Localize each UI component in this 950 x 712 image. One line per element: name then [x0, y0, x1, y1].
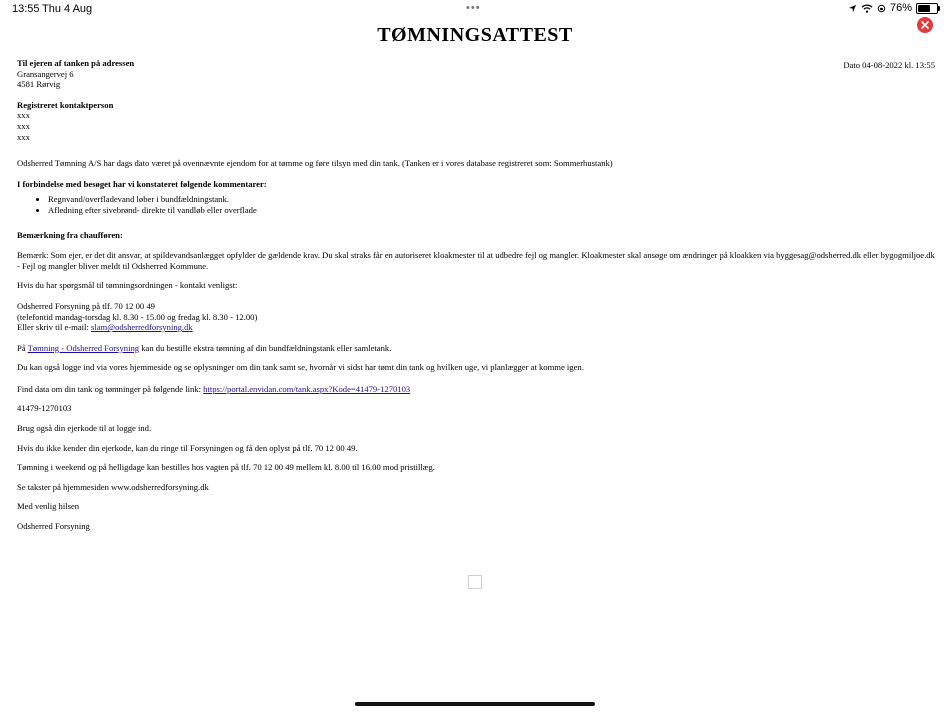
- wifi-icon: [861, 4, 873, 13]
- comments-list: [17, 194, 935, 215]
- owner-code-text: Brug også din ejerkode til at logge ind.: [17, 423, 152, 434]
- status-date: Thu 4 Aug: [42, 3, 93, 15]
- lock-rotation-icon: [877, 4, 886, 13]
- location-icon: [848, 4, 857, 13]
- regards-text: Med venlig hilsen: [17, 501, 80, 512]
- contact-line: xxx: [17, 131, 30, 142]
- list-item: • Afledning efter sivebrønd- direkte til vandløb eller overflade: [48, 205, 935, 216]
- questions-text: Hvis du har spørgsmål til tømningsordningen - kontakt venligst:: [17, 280, 238, 291]
- broken-image-placeholder: [468, 575, 482, 589]
- page-title: TØMNINGSATTEST: [377, 24, 573, 46]
- driver-note: Bemærk: Som ejer, er det dit ansvar, at spildevandsanlægget opfylder de gældende krav. Du skal straks får en autoriseret kloakmester til at udbedre fejl og mangler. Kloakmester skal ansøge om ændringer på kloakken via byggesag@odsherred.dk eller bygogmiljoe.dk - Fejl og mangler bliver meldt til Odsherred Kommune.: [17, 250, 935, 271]
- portal-link[interactable]: https://portal.envidan.com/tank.aspx?Kode=41479-1270103: [203, 383, 411, 394]
- email-link[interactable]: slam@odsherredforsyning.dk: [90, 322, 193, 333]
- status-bar: [0, 0, 950, 18]
- owner-heading: Til ejeren af tanken på adressen: [17, 58, 135, 68]
- contact-heading: Registreret kontaktperson: [17, 99, 114, 110]
- home-indicator[interactable]: [355, 702, 595, 706]
- email-line: [17, 322, 935, 333]
- contact-line: xxx: [17, 120, 30, 131]
- status-indicators: [848, 2, 938, 14]
- contact-line: xxx: [17, 110, 30, 121]
- extra-prefix: På: [17, 342, 28, 353]
- extra-suffix: kan du bestille ekstra tømning af din bundfældningstank eller samletank.: [139, 342, 392, 353]
- weekend-text: Tømning i weekend og på helligdage kan bestilles hos vagten på tlf. 70 12 00 49 mellem kl. 8.00 til 16.00 mod pristillæg.: [17, 462, 435, 473]
- find-data-text: [17, 384, 935, 395]
- address-line-1: Gransangervej 6: [17, 68, 74, 79]
- contact-phone: Odsherred Forsyning på tlf. 70 12 00 49: [17, 300, 155, 311]
- email-prefix: Eller skriv til e-mail:: [17, 322, 91, 333]
- unknown-code-text: Hvis du ikke kender din ejerkode, kan du ringe til Forsyningen og få den oplyst på tlf. 70 12 00 49.: [17, 442, 358, 453]
- multitasking-dots-icon[interactable]: •••: [466, 2, 481, 14]
- comments-heading: I forbindelse med besøget har vi konstateret følgende kommentarer:: [17, 178, 267, 189]
- contact-hours: (telefontid mandag-torsdag kl. 8.30 - 15.00 og fredag kl. 8.30 - 12.00): [17, 311, 258, 322]
- intro-text: Odsherred Tømning A/S har dags dato været på ovennævnte ejendom for at tømme og føre tilsyn med din tank. (Tanken er i vores database registreret som: Sommerhustank): [17, 158, 613, 169]
- login-info: Du kan også logge ind via vores hjemmeside og se oplysninger om din tank samt se, hvornår vi sidst har tømt din tank og hvilken uge, vi planlægger at komme igen.: [17, 362, 584, 373]
- signature-text: Odsherred Forsyning: [17, 521, 90, 532]
- driver-heading: Bemærkning fra chaufføren:: [17, 229, 123, 240]
- find-prefix: Find data om din tank og tømninger på følgende link:: [17, 383, 204, 394]
- battery-percent: 76%: [889, 2, 912, 14]
- document-body: [17, 58, 935, 532]
- extra-emptying-text: [17, 343, 935, 354]
- document-date: Dato 04-08-2022 kl. 13:55: [843, 60, 935, 70]
- extra-emptying-link[interactable]: Tømning - Odsherred Forsyning: [27, 342, 140, 353]
- battery-icon: [916, 3, 938, 14]
- address-line-2: 4581 Rørvig: [17, 79, 61, 90]
- list-item: • Regnvand/overfladevand løber i bundfældningstank.: [48, 194, 935, 205]
- tank-code: 41479-1270103: [17, 403, 72, 414]
- battery-fill: [918, 5, 930, 12]
- status-time: 13:55: [12, 3, 40, 15]
- prices-text: Se takster på hjemmesiden www.odsherredforsyning.dk: [17, 481, 209, 492]
